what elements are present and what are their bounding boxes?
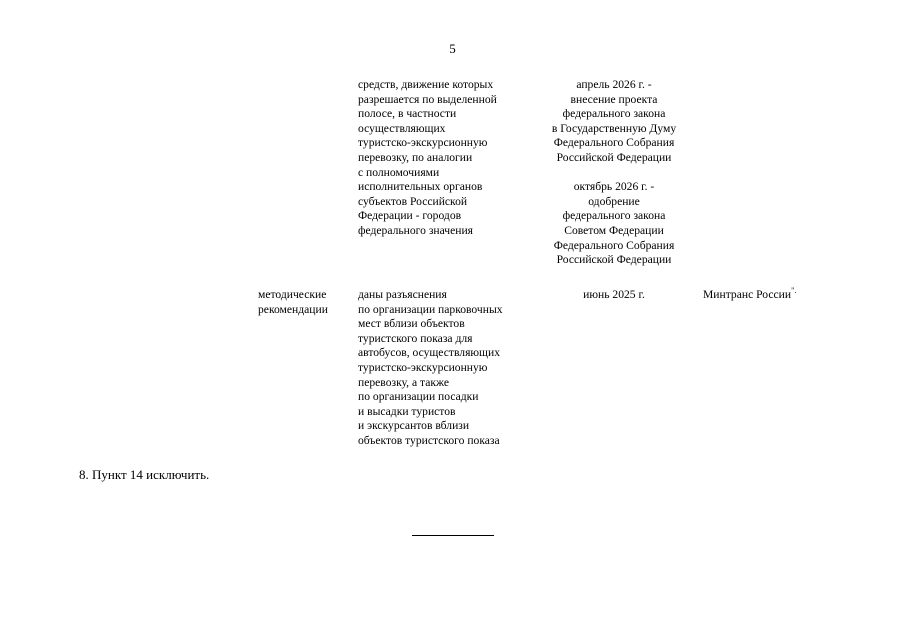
closing-quote-mark: ". <box>791 286 797 296</box>
measure-instrument: методические рекомендации <box>258 288 328 316</box>
page-number: 5 <box>449 41 456 56</box>
responsible-name: Минтранс России <box>703 288 792 301</box>
measure-description: даны разъяснения по организации парковочных мест вблизи объектов туристского показа для автобусов, осуществляющих туристско-экскурсионную перевозку, а также по организации посадки и высадки туристов и экскурсантов вблизи объектов туристского показа <box>358 288 503 447</box>
end-of-document-rule <box>412 535 494 536</box>
measure-deadline: июнь 2025 г. <box>583 288 645 301</box>
amendment-item-8: 8. Пункт 14 исключить. <box>79 467 210 482</box>
measure-responsible <box>703 288 853 303</box>
measure-description: средств, движение которых разрешается по выделенной полосе, в частности осуществляющих туристско-экскурсионную перевозку, по аналогии с полномочиями исполнительных органов субъектов Российской Федерации - городов федерального значения <box>358 78 497 237</box>
measure-deadline: апрель 2026 г. - внесение проекта федерального закона в Государственную Думу Федерального Собрания Российской Федерации октябрь 2026 г. - одобрение федерального закона Советом Федерации Федерального Собрания Российской Федерации <box>551 78 677 267</box>
